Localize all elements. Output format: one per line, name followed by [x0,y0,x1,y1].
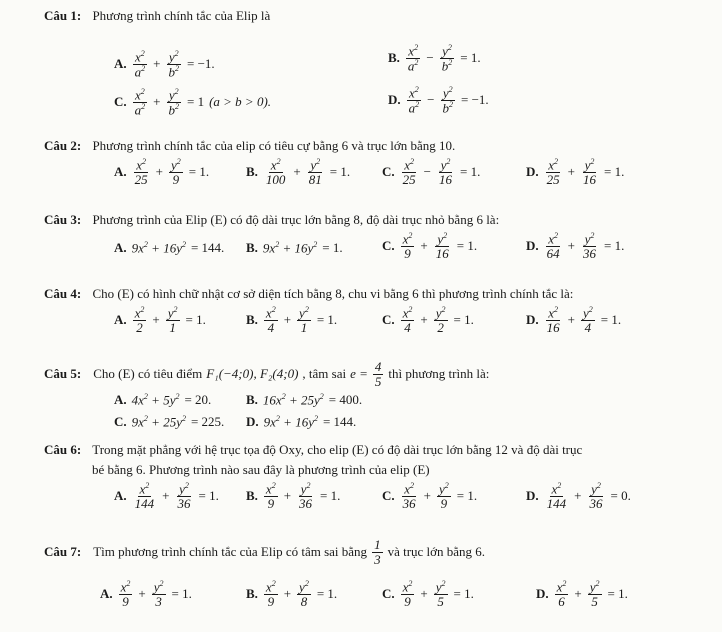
q6-option-c[interactable]: C. $\frac{x^2}{36}$ + $\frac{y^2}{9}$ = 1. [382,481,478,511]
q5-foci: F₁(−4;0), F₂(4;0) [206,366,299,382]
q3-option-d[interactable]: D. $\frac{x^2}{64}$ + $\frac{y^2}{36}$ = 1. [526,231,625,261]
q2-text: Phương trình chính tắc của elip có tiêu cự bằng 6 và trục lớn bằng 10. [92,138,456,153]
q5-option-b[interactable]: B. $16x^2 + 25y^2$ = 400. [246,392,363,408]
q4-option-c[interactable]: C. $\frac{x^2}{4}$ + $\frac{y^2}{2}$ = 1. [382,305,474,335]
q7-text-2: và trục lớn bằng 6. [387,544,486,560]
q2-option-a[interactable]: A. $\frac{x^2}{25}$ + $\frac{y^2}{9}$ = 1. [114,157,210,187]
question-2 [44,138,455,154]
q7-label: Câu 7: [44,544,82,560]
q4-option-a[interactable]: A. $\frac{x^2}{2}$ + $\frac{y^2}{1}$ = 1. [114,305,206,335]
q5-text-2: , tâm sai [302,366,347,382]
q1-option-a[interactable]: A. $\frac{x^2}{a^2}$ + $\frac{y^2}{b^2}$ = −1. [114,49,215,80]
q6-text-2: bé bằng 6. Phương trình nào sau đây là phương trình của elip (E) [92,462,430,477]
question-6-cont [92,462,430,478]
q6-options [0,482,722,526]
q2-label: Câu 2: [44,138,82,153]
question-3 [44,212,499,228]
question-7: Câu 7: Tìm phương trình chính tắc của Elip có tâm sai bằng $\frac{1}{3}$ và trục lớn bằng 6. [44,537,486,567]
q4-option-b[interactable]: B. $\frac{x^2}{4}$ + $\frac{y^2}{1}$ = 1. [246,305,338,335]
q2-options [0,158,722,202]
q6-option-a[interactable]: A. $\frac{x^2}{144}$ + $\frac{y^2}{36}$ = 1. [114,481,219,511]
q1-option-b[interactable]: B. $\frac{x^2}{a^2}$ − $\frac{y^2}{b^2}$ = 1. [388,43,481,74]
q3-label: Câu 3: [44,212,82,227]
question-6 [44,442,582,458]
q5-text-1: Cho (E) có tiêu điểm [93,366,203,382]
q1-options [0,28,722,128]
q3-text: Phương trình của Elip (E) có độ dài trục lớn bằng 8, độ dài trục nhỏ bằng 6 là: [92,212,500,227]
q5-options [0,392,722,436]
q4-label: Câu 4: [44,286,82,301]
q3-options [0,232,722,276]
q5-option-a[interactable]: A. $4x^2 + 5y^2$ = 20. [114,392,212,408]
q7-option-b[interactable]: B. $\frac{x^2}{9}$ + $\frac{y^2}{8}$ = 1. [246,579,338,609]
q1-text: Phương trình chính tắc của Elip là [92,8,271,23]
question-1 [44,8,270,24]
q3-option-c[interactable]: C. $\frac{x^2}{9}$ + $\frac{y^2}{16}$ = 1. [382,231,478,261]
q7-options [0,580,722,624]
q4-options [0,306,722,350]
q5-label: Câu 5: [44,366,82,382]
q1-option-c[interactable]: C. $\frac{x^2}{a^2}$ + $\frac{y^2}{b^2}$ = 1 (a > b > 0). [114,87,272,118]
q7-option-a[interactable]: A. $\frac{x^2}{9}$ + $\frac{y^2}{3}$ = 1. [100,579,192,609]
q6-option-b[interactable]: B. $\frac{x^2}{9}$ + $\frac{y^2}{36}$ = 1. [246,481,341,511]
question-5: Câu 5: Cho (E) có tiêu điểm F₁(−4;0), F₂(4;0) , tâm sai e = $\frac{4}{5}$ thì phương trình là: [44,359,490,389]
q1-label: Câu 1: [44,8,82,23]
q6-text-1: Trong mặt phẳng với hệ trục tọa độ Oxy, cho elip (E) có độ dài trục lớn bằng 12 và độ dài trục [92,442,583,457]
q1-option-d[interactable]: D. $\frac{x^2}{a^2}$ − $\frac{y^2}{b^2}$ = −1. [388,85,489,116]
q2-option-d[interactable]: D. $\frac{x^2}{25}$ + $\frac{y^2}{16}$ = 1. [526,157,625,187]
q5-option-c[interactable]: C. $9x^2 + 25y^2$ = 225. [114,414,225,430]
q7-option-d[interactable]: D. $\frac{x^2}{6}$ + $\frac{y^2}{5}$ = 1. [536,579,628,609]
q2-option-b[interactable]: B. $\frac{x^2}{100}$ + $\frac{y^2}{81}$ = 1. [246,157,351,187]
q7-text-1: Tìm phương trình chính tắc của Elip có tâm sai bằng [93,544,368,560]
q3-option-b[interactable]: B. $9x^2 + 16y^2$ = 1. [246,240,343,256]
q5-text-3: thì phương trình là: [388,366,490,382]
q5-option-d[interactable]: D. $9x^2 + 16y^2$ = 144. [246,414,357,430]
q2-option-c[interactable]: C. $\frac{x^2}{25}$ − $\frac{y^2}{16}$ = 1. [382,157,481,187]
q6-label: Câu 6: [44,442,82,457]
question-4 [44,286,573,302]
q7-option-c[interactable]: C. $\frac{x^2}{9}$ + $\frac{y^2}{5}$ = 1. [382,579,474,609]
q4-text: Cho (E) có hình chữ nhật cơ sở diện tích bằng 8, chu vi bằng 6 thì phương trình chính tắc là: [92,286,574,301]
q6-option-d[interactable]: D. $\frac{x^2}{144}$ + $\frac{y^2}{36}$ = 0. [526,481,631,511]
q4-option-d[interactable]: D. $\frac{x^2}{16}$ + $\frac{y^2}{4}$ = 1. [526,305,622,335]
q3-option-a[interactable]: A. $9x^2 + 16y^2$ = 144. [114,240,225,256]
